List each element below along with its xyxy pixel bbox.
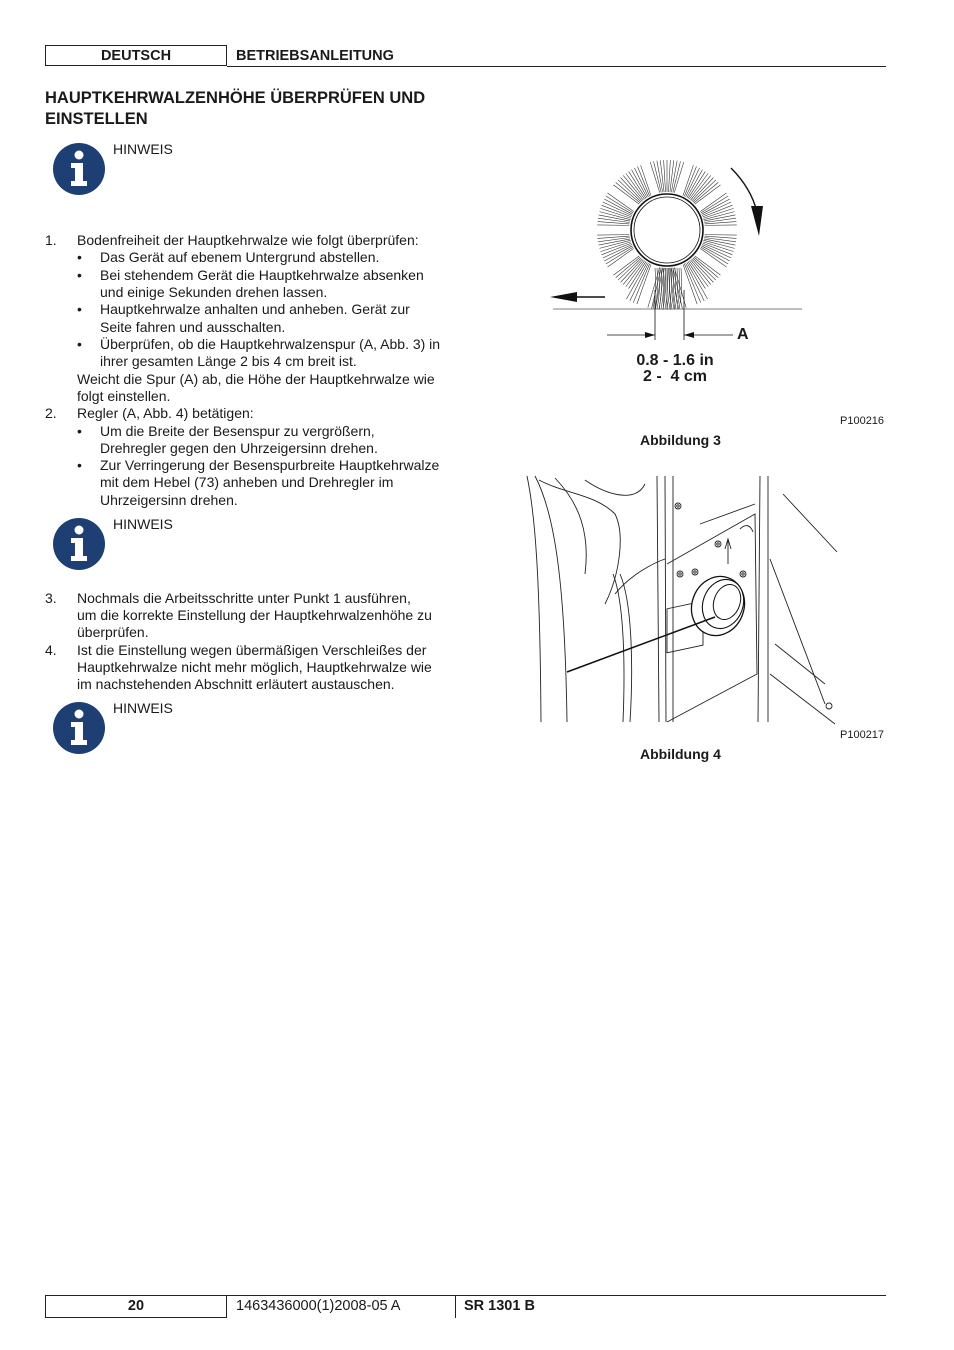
header-language: DEUTSCH bbox=[100, 48, 172, 64]
step-text: Nochmals die Arbeitsschritte unter Punkt 1 ausführen, bbox=[77, 590, 411, 606]
bullet-text: Uhrzeigersinn drehen. bbox=[100, 492, 238, 508]
bullet-text: ihrer gesamten Länge 2 bis 4 cm breit ist. bbox=[100, 353, 357, 369]
step-number: 1. bbox=[45, 232, 57, 248]
bullet-text: Bei stehendem Gerät die Hauptkehrwalze absenken bbox=[100, 267, 424, 283]
step-text: Bodenfreiheit der Hauptkehrwalze wie folgt überprüfen: bbox=[77, 232, 419, 248]
figure3-dimension-in: 0.8 - 1.6 in bbox=[636, 352, 714, 369]
note-label: HINWEIS bbox=[113, 700, 173, 716]
note-label: HINWEIS bbox=[113, 516, 173, 532]
bullet-text: mit dem Hebel (73) anheben und Drehregler im bbox=[100, 474, 394, 490]
figure3-code: P100216 bbox=[840, 415, 885, 427]
step-number: 4. bbox=[45, 642, 57, 658]
model-name: SR 1301 B bbox=[464, 1298, 535, 1314]
bullet: • bbox=[77, 457, 82, 473]
step-text: Hauptkehrwalze nicht mehr möglich, Hauptkehrwalze wie bbox=[77, 659, 432, 675]
brush-diagram bbox=[545, 150, 810, 340]
bullet-text: Drehregler gegen den Uhrzeigersinn drehen. bbox=[100, 440, 378, 456]
bullet-text: Zur Verringerung der Besenspurbreite Hauptkehrwalze bbox=[100, 457, 440, 473]
step-number: 2. bbox=[45, 405, 57, 421]
page-number: 20 bbox=[127, 1298, 145, 1314]
header-doc-type: BETRIEBSANLEITUNG bbox=[236, 48, 394, 64]
regulator-diagram bbox=[525, 474, 845, 726]
note-label: HINWEIS bbox=[113, 141, 173, 157]
info-icon bbox=[52, 517, 106, 571]
step-text: Ist die Einstellung wegen übermäßigen Verschleißes der bbox=[77, 642, 427, 658]
figure3-caption: Abbildung 3 bbox=[640, 432, 721, 448]
bullet-text: Seite fahren und ausschalten. bbox=[100, 319, 286, 335]
header-rule bbox=[227, 66, 886, 67]
bullet: • bbox=[77, 249, 82, 265]
bullet-text: Hauptkehrwalze anhalten und anheben. Gerät zur bbox=[100, 301, 410, 317]
step-text: überprüfen. bbox=[77, 624, 149, 640]
step-text: Regler (A, Abb. 4) betätigen: bbox=[77, 405, 254, 421]
bullet: • bbox=[77, 301, 82, 317]
step-text: um die korrekte Einstellung der Hauptkehrwalzenhöhe zu bbox=[77, 607, 432, 623]
step-text: folgt einstellen. bbox=[77, 388, 171, 404]
bullet: • bbox=[77, 423, 82, 439]
figure3-label-a: A bbox=[737, 326, 749, 343]
step-text: im nachstehenden Abschnitt erläutert austauschen. bbox=[77, 676, 395, 692]
bullet: • bbox=[77, 267, 82, 283]
bullet-text: Überprüfen, ob die Hauptkehrwalzenspur (A, Abb. 3) in bbox=[100, 336, 441, 352]
bullet-text: Das Gerät auf ebenem Untergrund abstellen. bbox=[100, 249, 380, 265]
bullet-text: und einige Sekunden drehen lassen. bbox=[100, 284, 328, 300]
info-icon bbox=[52, 701, 106, 755]
figure3-dimension-cm: 2 - 4 cm bbox=[642, 368, 708, 385]
document-code: 1463436000(1)2008-05 A bbox=[236, 1298, 401, 1314]
bullet: • bbox=[77, 336, 82, 352]
footer-rule bbox=[227, 1295, 886, 1296]
bullet-text: Um die Breite der Besenspur zu vergrößern, bbox=[100, 423, 375, 439]
figure4-code: P100217 bbox=[840, 729, 885, 741]
section-title: HAUPTKEHRWALZENHÖHE ÜBERPRÜFEN UND EINSTELLEN bbox=[45, 89, 426, 128]
figure4-caption: Abbildung 4 bbox=[640, 746, 721, 762]
info-icon bbox=[52, 142, 106, 196]
step-text: Weicht die Spur (A) ab, die Höhe der Hauptkehrwalze wie bbox=[77, 371, 435, 387]
footer-separator bbox=[455, 1295, 456, 1318]
step-number: 3. bbox=[45, 590, 57, 606]
